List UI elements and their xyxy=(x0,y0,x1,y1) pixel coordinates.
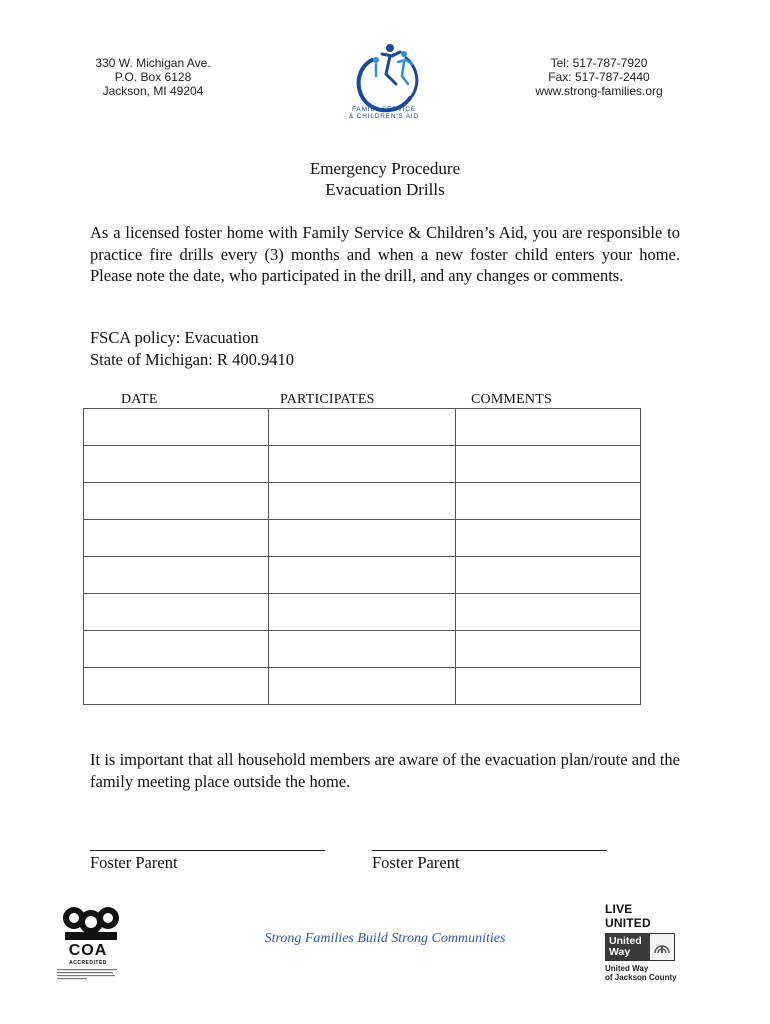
comments-cell[interactable] xyxy=(455,446,640,483)
date-cell[interactable] xyxy=(84,409,269,446)
footer-tagline: Strong Families Build Strong Communities xyxy=(264,931,506,946)
signature-line[interactable] xyxy=(90,850,325,851)
document-title xyxy=(0,158,770,200)
table-row xyxy=(84,446,641,483)
date-cell[interactable] xyxy=(84,668,269,705)
title-line: Emergency Procedure xyxy=(309,159,461,178)
intro-paragraph: As a licensed foster home with Family Service & Children’s Aid, you are responsible to practice fire drills every (3) months and when a new foster child enters your home. Please note the date, who participated in the drill, and any changes or comments. xyxy=(90,223,680,285)
participates-cell[interactable] xyxy=(269,557,455,594)
address-line: 330 W. Michigan Ave. xyxy=(95,56,211,70)
signature-block-left xyxy=(90,850,325,873)
address-line: Jackson, MI 49204 xyxy=(102,84,204,98)
comments-cell[interactable] xyxy=(455,594,640,631)
logo-wordmark-line: FAMILY SERVICE xyxy=(352,106,416,113)
policy-line: FSCA policy: Evacuation xyxy=(90,328,259,347)
address-line: P.O. Box 6128 xyxy=(114,70,192,84)
date-cell[interactable] xyxy=(84,631,269,668)
agency-contact xyxy=(526,56,672,98)
column-header-participates: PARTICIPATES xyxy=(280,392,375,407)
comments-cell[interactable] xyxy=(455,557,640,594)
date-cell[interactable] xyxy=(84,594,269,631)
comments-cell[interactable] xyxy=(455,631,640,668)
table-row xyxy=(84,594,641,631)
participates-cell[interactable] xyxy=(269,520,455,557)
website-line: www.strong-families.org xyxy=(535,84,663,98)
subtitle-line: Evacuation Drills xyxy=(325,180,445,199)
united-way-subtitle xyxy=(605,964,677,982)
date-cell[interactable] xyxy=(84,483,269,520)
column-header-comments: COMMENTS xyxy=(471,392,552,407)
united-way-logo xyxy=(605,902,677,982)
coa-wordmark: COA xyxy=(68,942,108,959)
united-way-badge xyxy=(605,933,675,961)
united-way-badge-text xyxy=(606,934,650,960)
comments-cell[interactable] xyxy=(455,409,640,446)
participates-cell[interactable] xyxy=(269,631,455,668)
policy-reference xyxy=(90,327,490,370)
signature-line[interactable] xyxy=(372,850,607,851)
table-row xyxy=(84,631,641,668)
participates-cell[interactable] xyxy=(269,409,455,446)
logo-wordmark xyxy=(338,106,430,120)
badge-line: Way xyxy=(609,946,631,958)
participates-cell[interactable] xyxy=(269,446,455,483)
participates-cell[interactable] xyxy=(269,668,455,705)
logo-wordmark-line: & CHILDREN'S AID xyxy=(348,113,420,120)
phone-line: Tel: 517-787-7920 xyxy=(550,56,648,70)
coa-fine-print-icon xyxy=(55,968,127,982)
comments-cell[interactable] xyxy=(455,483,640,520)
table-row xyxy=(84,557,641,594)
signature-block-right xyxy=(372,850,607,873)
agency-address xyxy=(82,56,224,98)
date-cell[interactable] xyxy=(84,446,269,483)
drill-log-table xyxy=(83,408,641,705)
badge-line: United xyxy=(609,935,642,947)
table-row xyxy=(84,520,641,557)
signature-label: Foster Parent xyxy=(372,853,460,872)
coa-accredited-label: ACCREDITED xyxy=(69,960,107,966)
participates-cell[interactable] xyxy=(269,594,455,631)
participates-cell[interactable] xyxy=(269,483,455,520)
policy-line: State of Michigan: R 400.9410 xyxy=(90,349,294,369)
comments-cell[interactable] xyxy=(455,668,640,705)
table-row xyxy=(84,409,641,446)
date-cell[interactable] xyxy=(84,520,269,557)
live-united-label: LIVE UNITED xyxy=(605,902,651,930)
rainbow-hand-icon xyxy=(652,937,672,957)
signature-label: Foster Parent xyxy=(90,853,178,872)
united-way-hand-icon xyxy=(650,934,674,960)
table-row xyxy=(84,483,641,520)
date-cell[interactable] xyxy=(84,557,269,594)
evacuation-note: It is important that all household members are aware of the evacuation plan/route and the family meeting place outside the home. xyxy=(90,750,680,791)
subtitle-line: United Way xyxy=(605,964,649,973)
table-row xyxy=(84,668,641,705)
column-header-date: DATE xyxy=(121,392,158,407)
subtitle-line: of Jackson County xyxy=(605,973,677,982)
comments-cell[interactable] xyxy=(455,520,640,557)
fax-line: Fax: 517-787-2440 xyxy=(548,70,650,84)
